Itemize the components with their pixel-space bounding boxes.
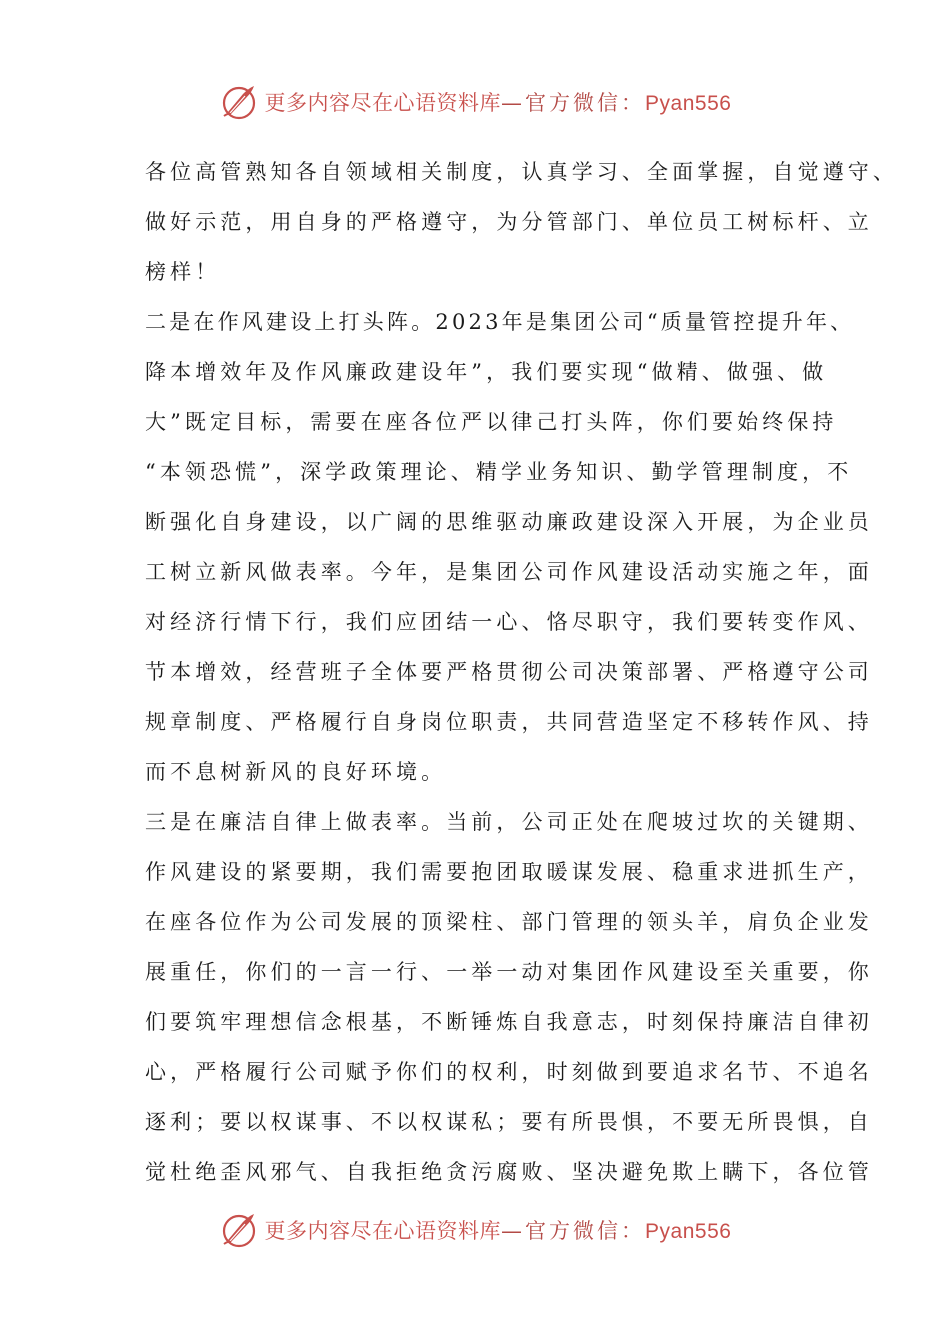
header-text — [265, 87, 732, 117]
body-line: “本领恐慌”，深学政策理论、精学业务知识、勤学管理制度，不 — [145, 460, 853, 484]
body-line: 作风建设的紧要期，我们需要抱团取暖谋发展、稳重求进抓生产， — [145, 860, 873, 884]
body-line: 大”既定目标，需要在座各位严以律己打头阵，你们要始终保持 — [145, 410, 838, 434]
header-wechat-id: Pyan556 — [645, 92, 732, 115]
header-official-label: —官方微信： — [501, 91, 646, 115]
body-line: 心，严格履行公司赋予你们的权利，时刻做到要追求名节、不追名 — [145, 1060, 873, 1084]
body-line: 觉杜绝歪风邪气、自我拒绝贪污腐败、坚决避免欺上瞒下，各位管 — [145, 1160, 873, 1184]
footer-text — [265, 1215, 732, 1245]
body-line: 们要筑牢理想信念根基，不断锤炼自我意志，时刻保持廉洁自律初 — [145, 1010, 873, 1034]
footer-official-label: —官方微信： — [501, 1219, 646, 1243]
body-line: 榜样！ — [145, 260, 221, 284]
quill-logo-icon — [219, 82, 259, 122]
footer-brand: 更多内容尽在心语资料库 — [264, 1219, 502, 1243]
body-line: 而不息树新风的良好环境。 — [145, 760, 447, 784]
header-brand: 更多内容尽在心语资料库 — [264, 91, 502, 115]
body-line: 降本增效年及作风廉政建设年”，我们要实现“做精、做强、做 — [145, 360, 828, 384]
document-body — [145, 147, 898, 1197]
footer-banner — [0, 1208, 950, 1252]
body-line: 节本增效，经营班子全体要严格贯彻公司决策部署、严格遵守公司 — [145, 660, 873, 684]
body-line: 工树立新风做表率。今年，是集团公司作风建设活动实施之年，面 — [145, 560, 873, 584]
body-line: 二是在作风建设上打头阵。2023年是集团公司“质量管控提升年、 — [145, 310, 855, 334]
footer-wechat-id: Pyan556 — [645, 1220, 732, 1243]
body-line: 逐利；要以权谋事、不以权谋私；要有所畏惧，不要无所畏惧，自 — [145, 1110, 873, 1134]
quill-logo-icon — [219, 1210, 259, 1250]
body-line: 规章制度、严格履行自身岗位职责，共同营造坚定不移转作风、持 — [145, 710, 873, 734]
body-line: 展重任，你们的一言一行、一举一动对集团作风建设至关重要，你 — [145, 960, 873, 984]
body-line: 在座各位作为公司发展的顶梁柱、部门管理的领头羊，肩负企业发 — [145, 910, 873, 934]
header-banner — [0, 80, 950, 124]
body-line: 做好示范，用自身的严格遵守，为分管部门、单位员工树标杆、立 — [145, 210, 873, 234]
body-line: 各位高管熟知各自领域相关制度，认真学习、全面掌握，自觉遵守、 — [145, 160, 898, 184]
body-line: 断强化自身建设，以广阔的思维驱动廉政建设深入开展，为企业员 — [145, 510, 873, 534]
body-line: 对经济行情下行，我们应团结一心、恪尽职守，我们要转变作风、 — [145, 610, 873, 634]
body-line: 三是在廉洁自律上做表率。当前，公司正处在爬坡过坎的关键期、 — [145, 810, 873, 834]
